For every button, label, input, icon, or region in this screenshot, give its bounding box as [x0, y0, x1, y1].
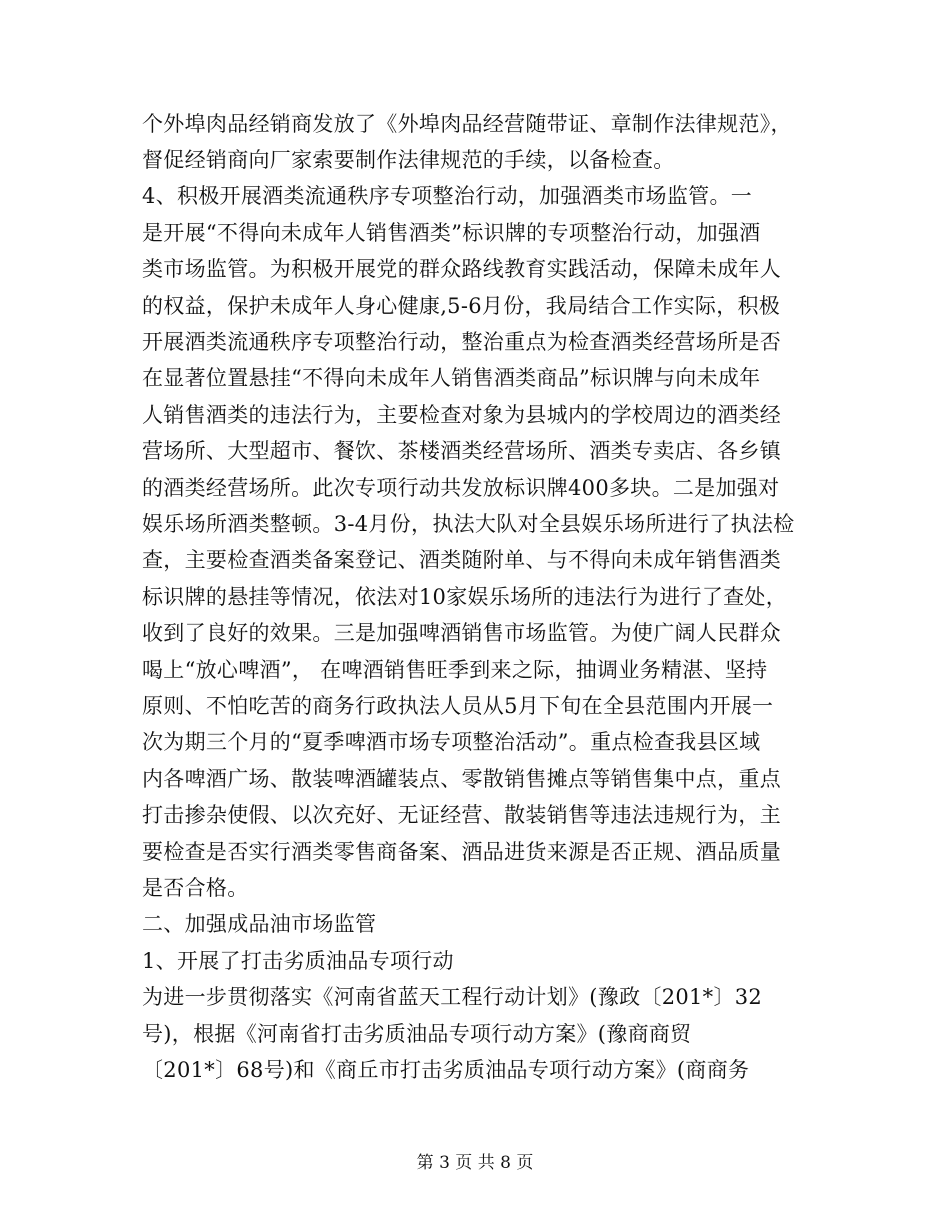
text-line: 的酒类经营场所。此次专项行动共发放标识牌400多块。二是加强对	[142, 476, 780, 500]
subsection-heading: 1、开展了打击劣质油品专项行动	[142, 949, 454, 973]
text-line: 个外埠肉品经销商发放了《外埠肉品经营随带证、章制作法律规范》，	[142, 112, 792, 136]
text-line: 的权益，保护未成年人身心健康,5-6月份，我局结合工作实际，积极	[142, 294, 781, 318]
text-line: 开展酒类流通秩序专项整治行动，整治重点为检查酒类经营场所是否	[142, 330, 781, 354]
text-line: 原则、不怕吃苦的商务行政执法人员从5月下旬在全县范围内开展一	[142, 694, 774, 718]
text-line: 打击掺杂使假、以次充好、无证经营、散装销售等违法违规行为，主	[142, 803, 781, 827]
text-line: 营场所、大型超市、餐饮、茶楼酒类经营场所、酒类专卖店、各乡镇	[142, 439, 781, 463]
text-line: 在显著位置悬挂“不得向未成年人销售酒类商品”标识牌与向未成年	[142, 366, 761, 390]
text-line: 督促经销商向厂家索要制作法律规范的手续，以备检查。	[142, 148, 675, 172]
text-line: 人销售酒类的违法行为，主要检查对象为县城内的学校周边的酒类经	[142, 403, 781, 427]
text-line: 标识牌的悬挂等情况，依法对10家娱乐场所的违法行为进行了查处，	[142, 585, 788, 609]
text-line: 喝上“放心啤酒”， 在啤酒销售旺季到来之际，抽调业务精湛、坚持	[142, 658, 768, 682]
text-line: 号)，根据《河南省打击劣质油品专项行动方案》(豫商商贸	[142, 1022, 692, 1046]
text-line: 〔201*〕68号)和《商丘市打击劣质油品专项行动方案》(商商务	[142, 1058, 750, 1082]
text-line: 娱乐场所酒类整顿。3-4月份，执法大队对全县娱乐场所进行了执法检	[142, 512, 795, 536]
text-line: 类市场监管。为积极开展党的群众路线教育实践活动，保障未成年人	[142, 257, 781, 281]
text-line: 为进一步贯彻落实《河南省蓝天工程行动计划》(豫政〔201*〕32	[142, 985, 763, 1009]
text-line: 4、积极开展酒类流通秩序专项整治行动，加强酒类市场监管。一	[142, 184, 753, 208]
text-line: 是否合格。	[142, 876, 249, 900]
text-line: 收到了良好的效果。三是加强啤酒销售市场监管。为使广阔人民群众	[142, 621, 781, 645]
page-number-footer: 第 3 页 共 8 页	[416, 1153, 534, 1173]
text-line: 查，主要检查酒类备案登记、酒类随附单、与不得向未成年销售酒类	[142, 548, 781, 572]
text-line: 内各啤酒广场、散装啤酒罐装点、零散销售摊点等销售集中点，重点	[142, 767, 781, 791]
section-heading: 二、加强成品油市场监管	[142, 912, 377, 936]
text-line: 是开展“不得向未成年人销售酒类”标识牌的专项整治行动，加强酒	[142, 221, 761, 245]
text-line: 要检查是否实行酒类零售商备案、酒品进货来源是否正规、酒品质量	[142, 840, 781, 864]
text-line: 次为期三个月的“夏季啤酒市场专项整治活动”。重点检查我县区域	[142, 730, 761, 754]
